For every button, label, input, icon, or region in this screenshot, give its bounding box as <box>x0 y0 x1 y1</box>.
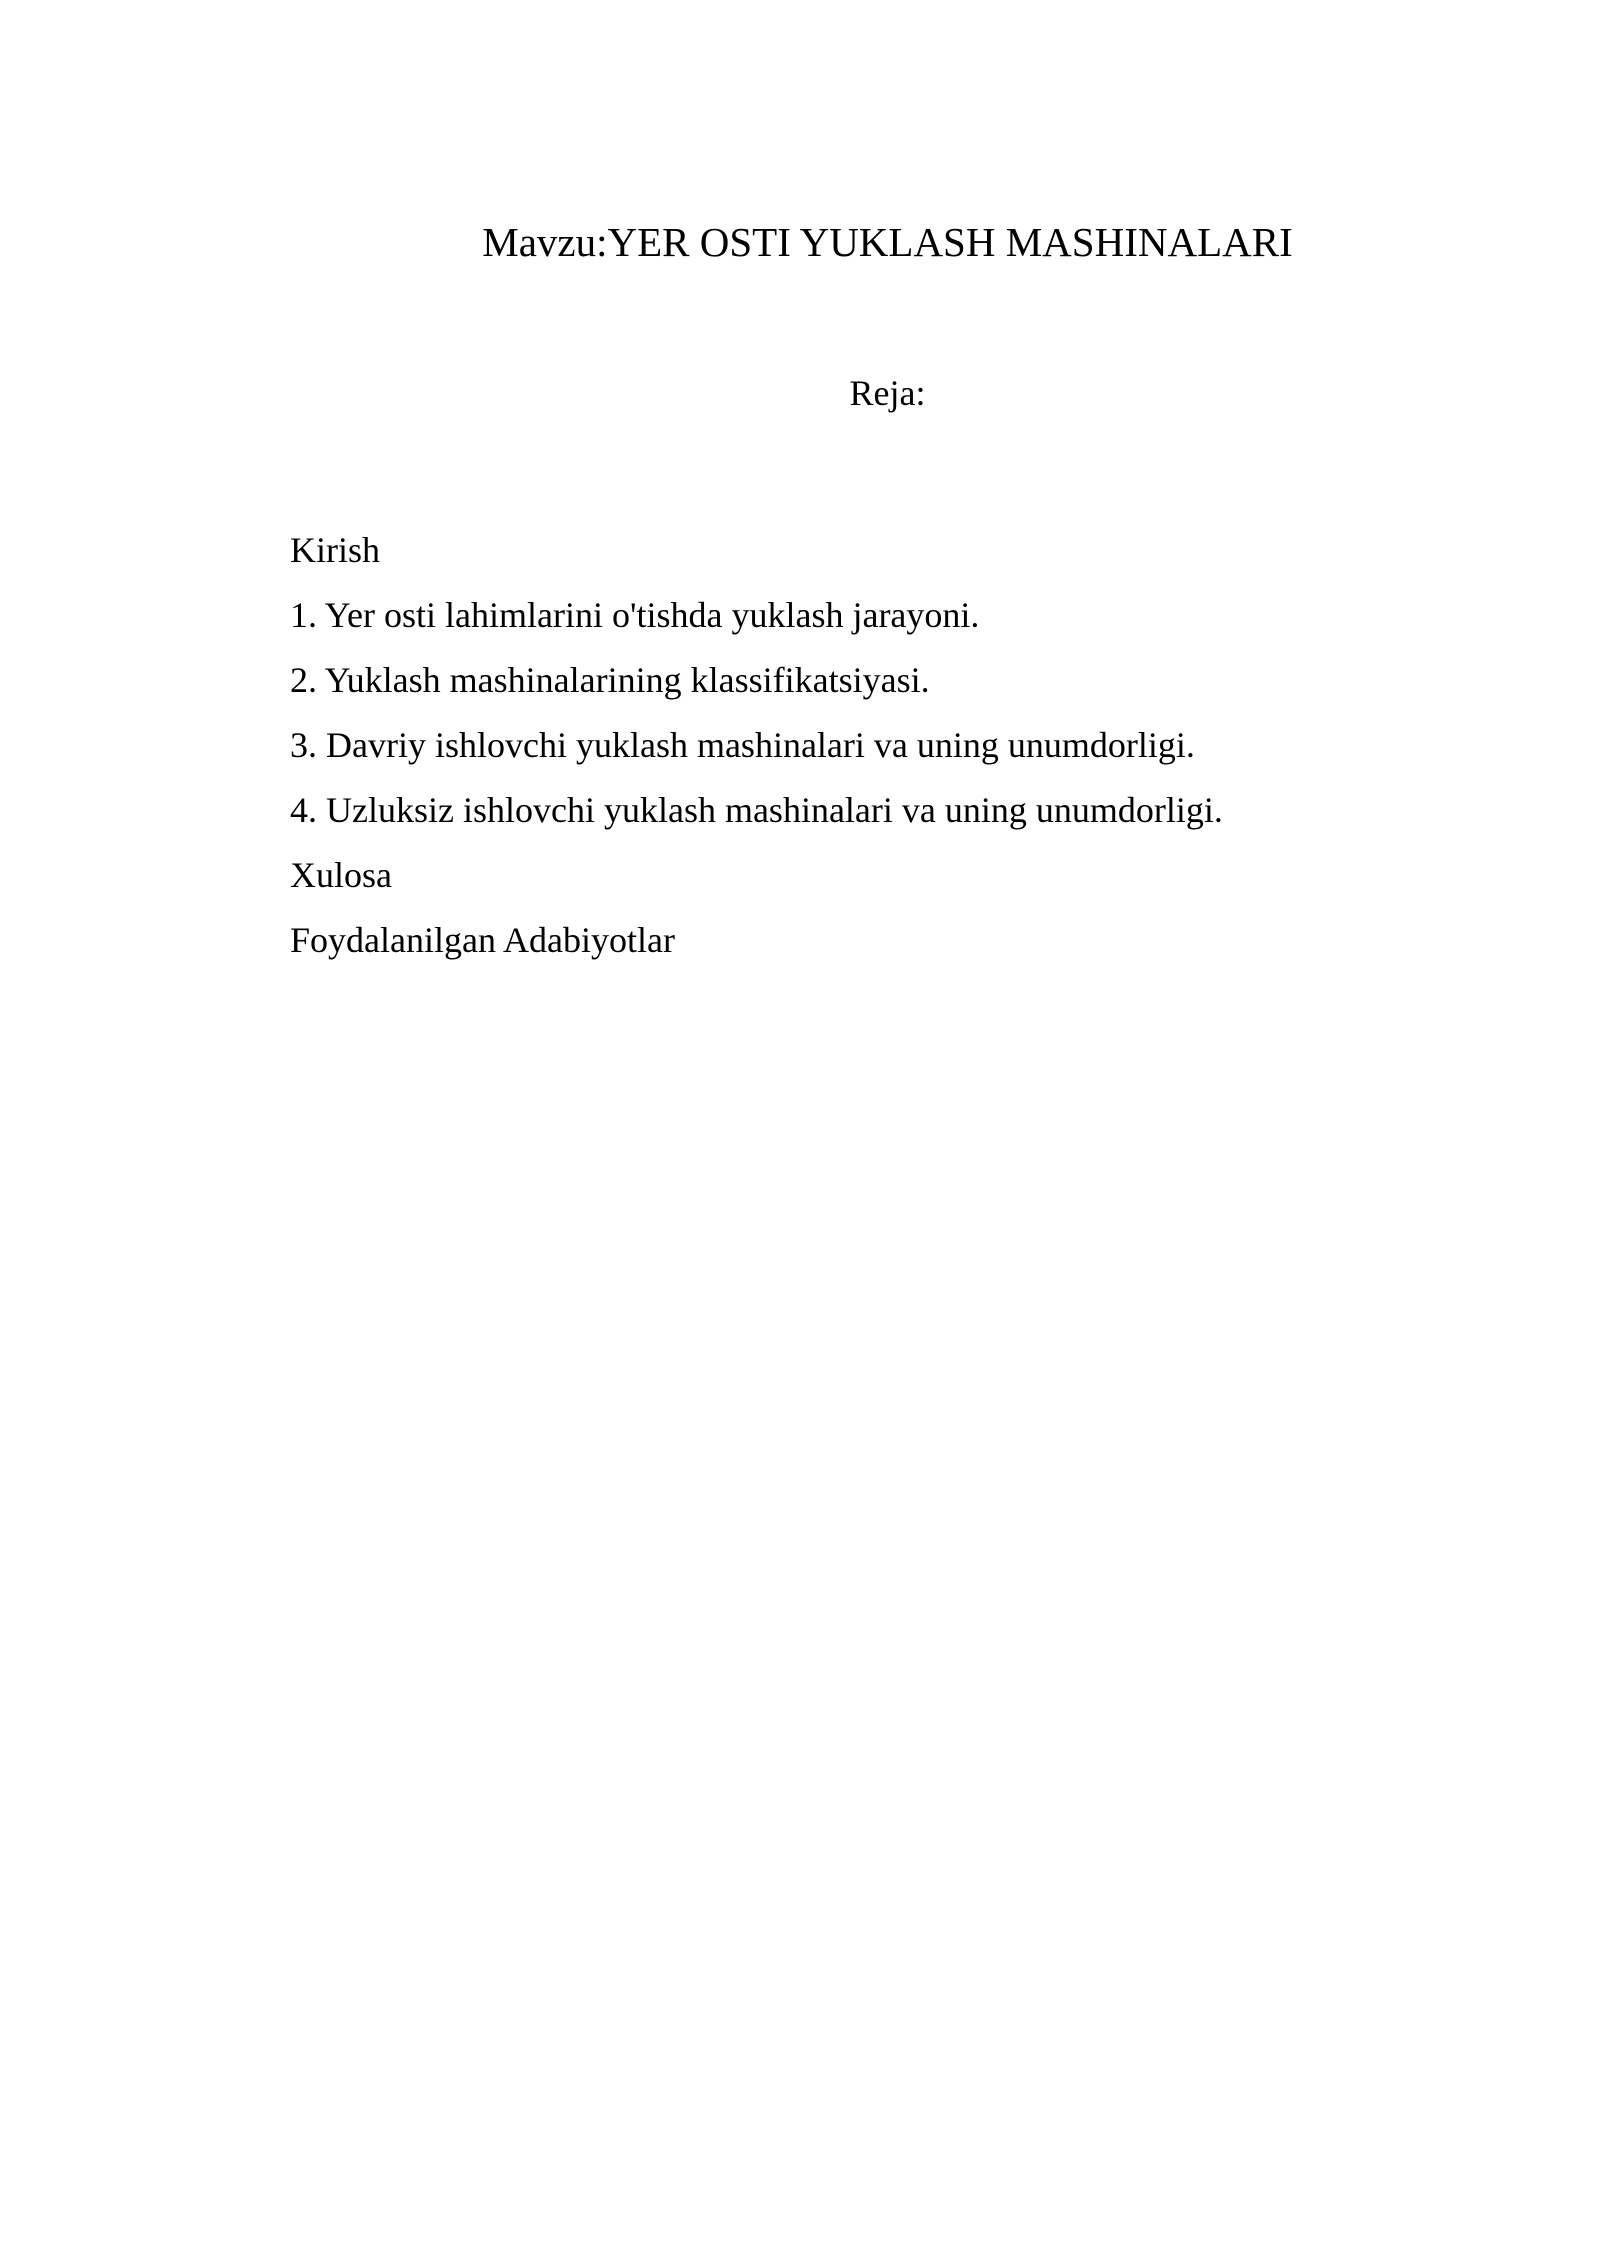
plan-item-4: 4. Uzluksiz ishlovchi yuklash mashinalari va uning unumdorligi. <box>290 790 1223 830</box>
plan-heading: Reja: <box>849 373 926 413</box>
plan-item-2: 2. Yuklash mashinalarining klassifikatsiyasi. <box>290 660 930 700</box>
plan-item-references: Foydalanilgan Adabiyotlar <box>290 920 675 960</box>
plan-item-intro: Kirish <box>290 530 380 570</box>
plan-item-1: 1. Yer osti lahimlarini o'tishda yuklash jarayoni. <box>290 595 980 635</box>
plan-item-3: 3. Davriy ishlovchi yuklash mashinalari va uning unumdorligi. <box>290 725 1195 765</box>
plan-item-conclusion: Xulosa <box>290 855 392 895</box>
document-title: Mavzu:YER OSTI YUKLASH MASHINALARI <box>482 219 1293 265</box>
plan-list <box>290 518 1223 973</box>
